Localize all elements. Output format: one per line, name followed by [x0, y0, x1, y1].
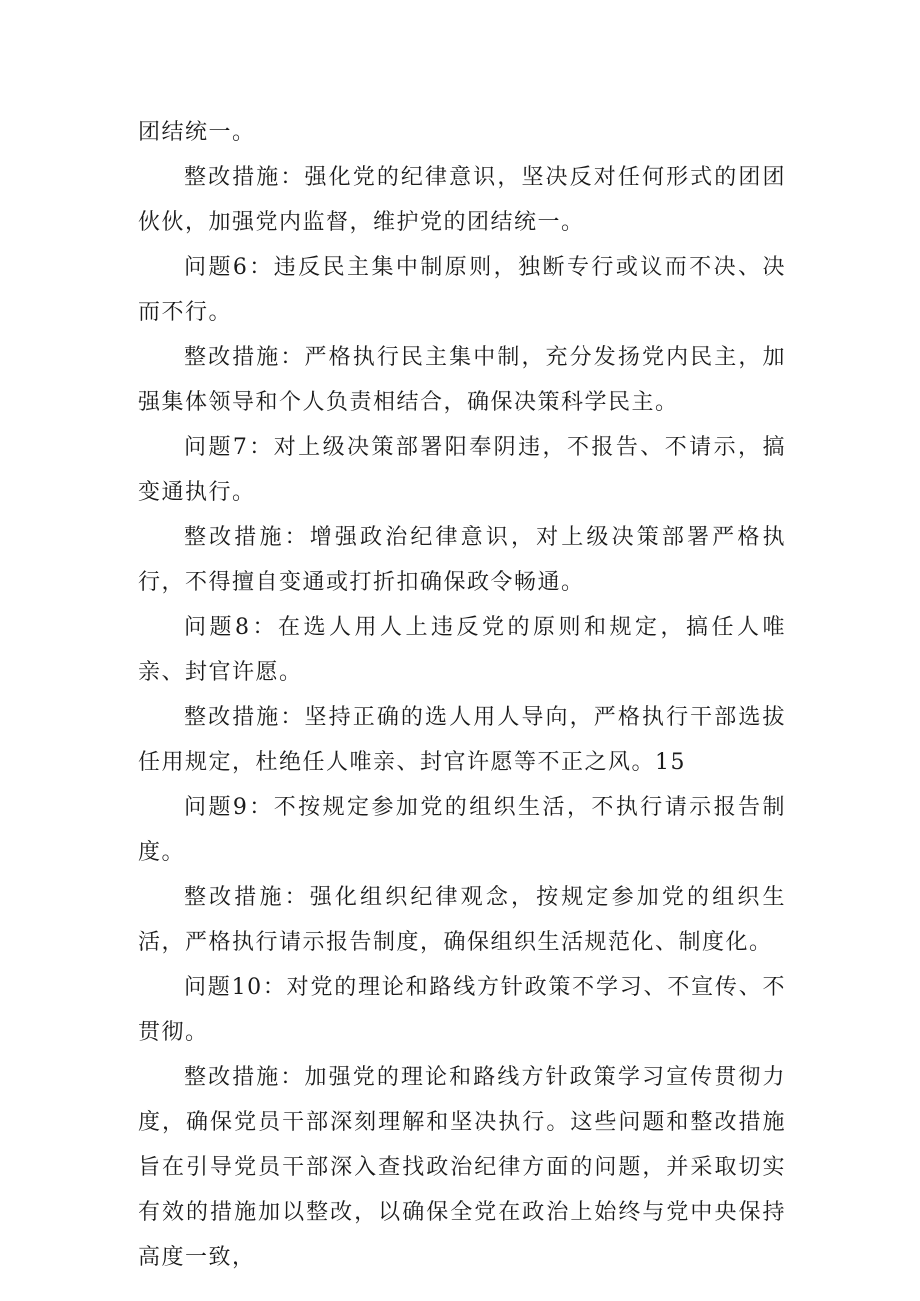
paragraph-rectification-6: 整改措施：严格执行民主集中制，充分发扬党内民主，加强集体领导和个人负责相结合，确保决策科学民主。: [138, 345, 786, 415]
paragraph-problem-10: 问题10：对党的理论和路线方针政策不学习、不宣传、不贯彻。: [138, 975, 786, 1045]
paragraph-continuation: 团结统一。: [138, 120, 256, 145]
paragraph-problem-6: 问题6：违反民主集中制原则，独断专行或议而不决、决而不行。: [138, 255, 786, 325]
paragraph-rectification-10: 整改措施：加强党的理论和路线方针政策学习宣传贯彻力度，确保党员干部深刻理解和坚决执行。这些问题和整改措施旨在引导党员干部深入查找政治纪律方面的问题，并采取切实有效的措施加以整改，以确保全党在政治上始终与党中央保持高度一致，: [138, 1065, 786, 1270]
paragraph-problem-9: 问题9：不按规定参加党的组织生活，不执行请示报告制度。: [138, 795, 786, 865]
paragraph-problem-8: 问题8：在选人用人上违反党的原则和规定，搞任人唯亲、封官许愿。: [138, 615, 786, 685]
paragraph-problem-7: 问题7：对上级决策部署阳奉阴违，不报告、不请示，搞变通执行。: [138, 435, 786, 505]
paragraph-rectification-7: 整改措施：增强政治纪律意识，对上级决策部署严格执行，不得擅自变通或打折扣确保政令畅通。: [138, 525, 786, 595]
paragraph-rectification-5: 整改措施：强化党的纪律意识，坚决反对任何形式的团团伙伙，加强党内监督，维护党的团结统一。: [138, 165, 786, 235]
paragraph-rectification-9: 整改措施：强化组织纪律观念，按规定参加党的组织生活，严格执行请示报告制度，确保组织生活规范化、制度化。: [138, 885, 786, 955]
paragraph-rectification-8: 整改措施：坚持正确的选人用人导向，严格执行干部选拔任用规定，杜绝任人唯亲、封官许愿等不正之风。15: [138, 705, 786, 775]
document-body: [138, 110, 786, 1280]
